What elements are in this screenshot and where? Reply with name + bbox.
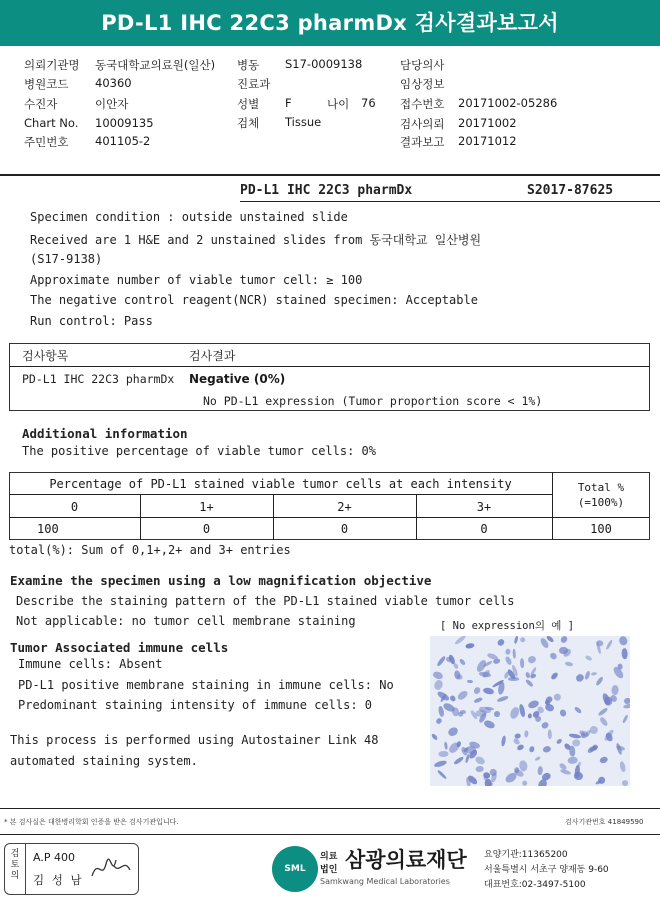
specimen-viable-count: Approximate number of viable tumor cell: ≥ 100 [30,273,363,287]
nucleus-dot [494,710,501,717]
nucleus-dot [553,693,562,702]
label-physician: 담당의사 [400,58,445,72]
nucleus-dot [519,704,526,717]
nucleus-dot [436,769,447,779]
specimen-run-control: Run control: Pass [30,314,153,328]
nucleus-dot [619,636,629,646]
intensity-col-0: 0 [70,500,79,514]
value-patient-name: 이안자 [95,97,129,111]
footer-divider-2 [0,834,660,835]
header-divider [0,174,660,176]
nucleus-dot [453,756,464,766]
nucleus-dot [559,708,567,717]
nucleus-dot [484,779,491,786]
value-chart-no: 10009135 [95,116,154,130]
intensity-col-3plus: 3+ [476,500,492,514]
report-title: PD-L1 IHC 22C3 pharmDx 검사결과보고서 [0,0,660,46]
lab-number: 검사기관번호 41849590 [565,818,644,826]
nucleus-dot [436,690,450,702]
nucleus-dot [521,780,528,786]
intensity-row-divider [9,517,650,518]
label-department: 진료과 [237,77,271,91]
ap-number: A.P 400 [33,851,75,864]
intensity-note: total(%): Sum of 0,1+,2+ and 3+ entries [9,543,291,557]
label-result-report: 결과보고 [400,135,445,149]
nucleus-dot [541,771,552,781]
result-header-item: 검사항목 [22,349,69,363]
nucleus-dot [520,658,525,668]
nucleus-dot [623,704,630,710]
label-hospital-code: 병원코드 [24,77,69,91]
process-line-2: automated staining system. [10,754,198,768]
nucleus-dot [444,742,448,750]
result-header-result: 검사결과 [189,349,236,363]
nucleus-dot [619,761,627,773]
label-patient-name: 수진자 [24,97,58,111]
contact-code: 요양기관:11365200 [484,850,568,860]
org-prefix-1: 의료 [320,852,338,862]
pathologist-side-label: 검토의 [10,849,20,881]
contact-address: 서울특별시 서초구 양재동 9-60 [484,865,609,875]
nucleus-dot [525,730,529,737]
footer-divider [0,808,660,809]
nucleus-dot [559,647,568,655]
nucleus-dot [505,649,511,655]
nucleus-dot [475,766,483,772]
nucleus-dot [569,745,576,756]
value-requesting-institution: 동국대학교의료원(일산) [95,58,216,72]
value-ward: S17-0009138 [285,57,363,71]
nucleus-dot [595,780,602,786]
signature-mark [90,852,132,884]
specimen-received: Received are 1 H&E and 2 unstained slides from 동국대학교 일산병원 [30,233,482,247]
value-receipt-number: 20171002-05286 [458,96,558,110]
value-resident-number: 401105-2 [95,134,151,148]
report-title-underline [240,201,660,202]
specimen-ncr: The negative control reagent(NCR) stained specimen: Acceptable [30,293,478,307]
org-name: 삼광의료재단 [345,848,467,872]
intensity-header-divider [9,494,552,495]
nucleus-dot [529,746,535,753]
additional-text: The positive percentage of viable tumor cells: 0% [22,444,377,458]
nucleus-dot [542,745,551,753]
micrograph-image [430,636,630,786]
pathologist-name: 김 성 남 [33,873,84,887]
intensity-col-1plus: 1+ [199,500,214,514]
nucleus-dot [621,714,628,723]
nucleus-dot [504,655,513,665]
label-clinical-info: 임상정보 [400,77,445,91]
result-item: PD-L1 IHC 22C3 pharmDx [22,372,175,386]
label-specimen: 검체 [237,116,260,130]
nucleus-dot [584,671,591,681]
nucleus-dot [611,685,618,696]
result-detail: No PD-L1 expression (Tumor proportion score < 1%) [203,394,543,408]
value-result-report: 20171012 [458,134,517,148]
intensity-val-2plus: 0 [340,522,349,536]
nucleus-dot [573,706,582,714]
nucleus-dot [555,738,563,745]
result-value: Negative (0%) [189,372,286,386]
intensity-val-total: 100 [590,522,612,536]
org-prefix-2: 법인 [320,865,338,875]
nucleus-dot [535,756,541,761]
nucleus-dot [497,695,509,703]
label-requesting-institution: 의뢰기관명 [24,58,80,72]
nucleus-dot [620,778,628,786]
nucleus-dot [433,759,447,768]
nucleus-dot [459,658,466,666]
intensity-val-3plus: 0 [480,522,488,536]
nucleus-dot [550,672,559,681]
label-test-request: 검사의뢰 [400,117,445,131]
nucleus-dot [500,735,506,747]
specimen-ref: (S17-9138) [30,252,103,266]
nucleus-dot [590,671,596,675]
nucleus-dot [474,697,484,704]
nucleus-dot [599,756,608,764]
label-receipt-number: 접수번호 [400,97,445,111]
nucleus-dot [447,741,461,755]
immune-line-2: PD-L1 positive membrane staining in immune cells: No [18,678,394,692]
value-test-request: 20171002 [458,116,517,130]
nucleus-dot [512,649,516,659]
nucleus-dot [433,679,443,691]
nucleus-dot [621,648,627,660]
intensity-total-header-1: Total % [577,481,625,494]
sml-logo: SML [272,846,318,892]
intensity-col-2plus: 2+ [337,500,352,514]
additional-heading: Additional information [22,426,188,441]
label-sex: 성별 [237,97,260,111]
nucleus-dot [431,733,439,741]
value-sex: F [285,96,292,110]
examine-line-2: Not applicable: no tumor cell membrane staining [16,614,356,628]
nucleus-dot [548,730,552,740]
nucleus-dot [435,655,446,667]
result-table-divider [9,366,650,367]
nucleus-dot [575,673,586,684]
intensity-header: Percentage of PD-L1 stained viable tumor cells at each intensity [49,477,512,491]
report-id: S2017-87625 [527,183,614,198]
value-age: 76 [361,96,376,110]
intensity-total-header-2: (=100%) [577,496,625,509]
nucleus-dot [527,654,537,663]
label-chart-no: Chart No. [24,116,79,130]
nucleus-dot [472,686,481,695]
nucleus-dot [449,695,456,702]
immune-line-1: Immune cells: Absent [18,657,163,671]
immune-heading: Tumor Associated immune cells [10,640,229,655]
certification-note: * 본 검사실은 대한병리학회 인증을 받은 검사기관입니다. [4,818,179,826]
value-hospital-code: 40360 [95,76,132,90]
examine-line-1: Describe the staining pattern of the PD-L1 stained viable tumor cells [16,594,515,608]
nucleus-dot [483,720,496,730]
image-caption: [ No expression의 예 ] [440,620,575,632]
nucleus-dot [466,680,472,684]
nucleus-dot [432,670,444,680]
nucleus-dot [564,661,572,666]
nucleus-dot [513,636,518,644]
nucleus-dot [519,636,526,643]
org-english-name: Samkwang Medical Laboratories [320,877,450,886]
intensity-val-1plus: 0 [202,522,211,536]
nucleus-dot [560,636,569,645]
nucleus-dot [605,639,613,650]
nucleus-dot [482,687,494,695]
immune-line-3: Predominant staining intensity of immune cells: 0 [18,698,373,712]
nucleus-dot [599,716,609,726]
label-resident-number: 주민번호 [24,135,69,149]
nucleus-dot [497,637,506,646]
nucleus-dot [595,676,604,686]
nucleus-dot [584,655,592,662]
nucleus-dot [438,751,449,757]
nucleus-dot [456,689,469,701]
process-line-1: This process is performed using Autostainer Link 48 [10,733,379,747]
nucleus-dot [612,666,625,680]
nucleus-dot [446,726,459,738]
report-test-name: PD-L1 IHC 22C3 pharmDx [240,183,413,198]
nucleus-dot [549,652,558,661]
nucleus-dot [530,673,537,679]
nucleus-dot [525,679,534,688]
contact-phone: 대표번호:02-3497-5100 [484,880,586,890]
specimen-condition: Specimen condition : outside unstained slide [30,210,348,224]
nucleus-dot [560,769,572,776]
label-ward: 병동 [237,58,260,72]
nucleus-dot [458,712,464,717]
label-age: 나이 [327,97,350,111]
intensity-val-0: 100 [37,522,59,536]
nucleus-dot [435,717,443,725]
examine-heading: Examine the specimen using a low magnification objective [10,573,432,588]
nucleus-dot [453,662,459,669]
value-specimen: Tissue [285,115,322,129]
nucleus-dot [544,703,555,713]
nucleus-dot [598,707,609,716]
